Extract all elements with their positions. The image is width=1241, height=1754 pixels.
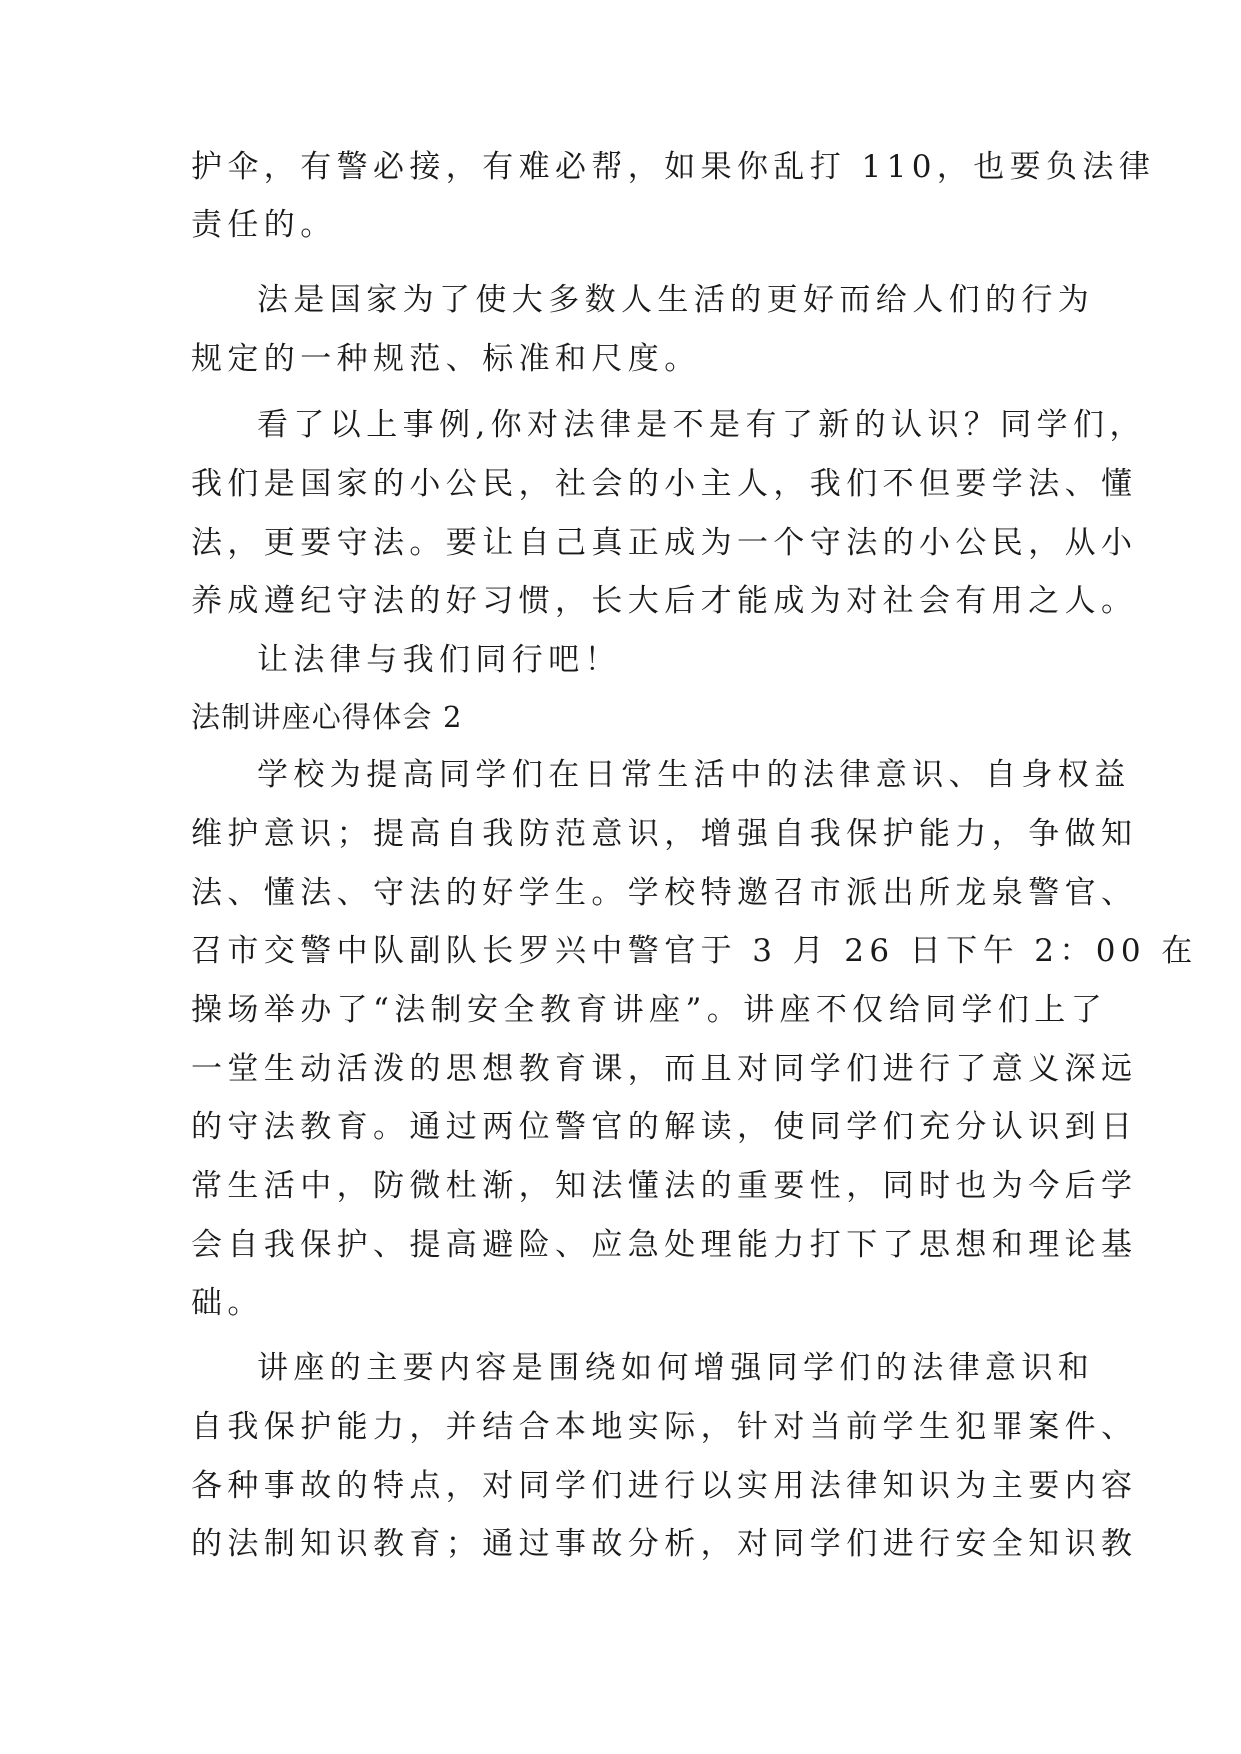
text-line: 法是国家为了使大多数人生活的更好而给人们的行为 <box>257 282 1095 318</box>
text-line: 我们是国家的小公民，社会的小主人，我们不但要学法、懂 <box>191 466 1138 502</box>
text-line: 的守法教育。通过两位警官的解读，使同学们充分认识到日 <box>191 1109 1138 1145</box>
text-line: 护伞，有警必接，有难必帮，如果你乱打 110，也要负法律 <box>191 149 1156 185</box>
text-line: 础。 <box>191 1285 264 1321</box>
text-line: 自我保护能力，并结合本地实际，针对当前学生犯罪案件、 <box>191 1409 1138 1445</box>
text-line: 召市交警中队副队长罗兴中警官于 3 月 26 日下午 2：00 在 <box>191 933 1198 969</box>
text-line: 维护意识；提高自我防范意识，增强自我保护能力，争做知 <box>191 816 1138 852</box>
text-line: 法，更要守法。要让自己真正成为一个守法的小公民，从小 <box>191 525 1138 561</box>
section-heading: 法制讲座心得体会 2 <box>191 700 463 734</box>
text-line: 学校为提高同学们在日常生活中的法律意识、自身权益 <box>257 757 1131 793</box>
text-line: 常生活中，防微杜渐，知法懂法的重要性，同时也为今后学 <box>191 1168 1138 1204</box>
text-line: 操场举办了“法制安全教育讲座”。讲座不仅给同学们上了 <box>191 992 1108 1028</box>
text-line: 法、懂法、守法的好学生。学校特邀召市派出所龙泉警官、 <box>191 875 1138 911</box>
text-line: 一堂生动活泼的思想教育课，而且对同学们进行了意义深远 <box>191 1051 1138 1087</box>
text-line: 各种事故的特点，对同学们进行以实用法律知识为主要内容 <box>191 1468 1138 1504</box>
text-line: 责任的。 <box>191 207 337 243</box>
text-line: 养成遵纪守法的好习惯，长大后才能成为对社会有用之人。 <box>191 583 1138 619</box>
text-line: 会自我保护、提高避险、应急处理能力打下了思想和理论基 <box>191 1227 1138 1263</box>
text-line: 的法制知识教育；通过事故分析，对同学们进行安全知识教 <box>191 1526 1138 1562</box>
text-line: 规定的一种规范、标准和尺度。 <box>191 341 701 377</box>
text-line: 讲座的主要内容是围绕如何增强同学们的法律意识和 <box>257 1350 1095 1386</box>
text-line: 让法律与我们同行吧！ <box>257 642 621 678</box>
text-line: 看了以上事例,你对法律是不是有了新的认识？同学们， <box>257 407 1146 443</box>
